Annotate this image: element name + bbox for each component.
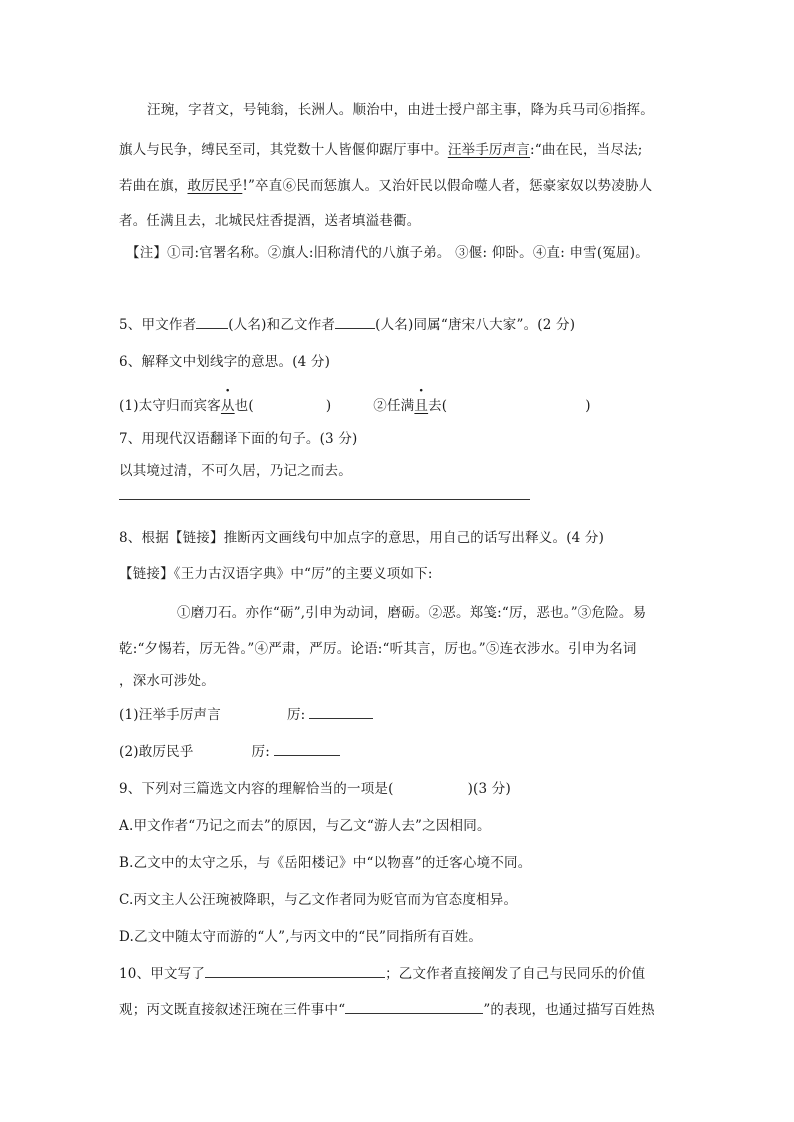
q6-item-1: (1)太守归而宾客: [119, 398, 221, 414]
q8-sentence: (2)敢厉民乎: [119, 744, 194, 760]
option-d[interactable]: D.乙文中随太守而游的“人”,与丙文中的“民”同指所有百姓。: [119, 929, 483, 945]
option-a[interactable]: A.甲文作者“乃记之而去”的原因，与乙文“游人去”之因相同。: [119, 818, 491, 834]
dictionary-def-line-2: 乾:“夕惕若，厉无咎。”④严肃，严厉。论语:“听其言，厉也。”⑤连衣涉水。引申为名词: [119, 641, 637, 657]
question-9-stem: [119, 777, 511, 797]
passage-note: 【注】①司:官署名称。②旗人:旧称清代的八旗子弟。 ③偃: 仰卧。④直: 申雪(冤屈)。: [126, 245, 649, 261]
question-10-line-1: [119, 962, 645, 982]
q8-sentence: (1)汪举手厉声言: [119, 707, 221, 723]
dotted-char: 从: [220, 398, 235, 414]
passage-line-4: 者。任满且去，北城民炷香提酒，送者填溢巷衢。: [119, 213, 421, 229]
answer-line[interactable]: [119, 499, 530, 500]
question-8-item-1: [119, 703, 373, 723]
q5-text: 5、甲文作者: [119, 317, 197, 333]
answer-blank[interactable]: [345, 999, 483, 1014]
question-8-link: 【链接】《王力古汉语字典》中“厉”的主要义项如下:: [119, 566, 433, 582]
dictionary-def-line-3: ，深水可涉处。: [119, 673, 215, 689]
q6-item-2: ): [585, 398, 591, 414]
q10-text: 观；丙文既直接叙述汪琬在三件事中“: [119, 1002, 346, 1018]
question-8-item-2: [119, 740, 340, 760]
dotted-char: 且: [414, 398, 429, 414]
q9-text: )(3 分): [467, 781, 511, 797]
passage-text: 旗人与民争，缚民至司，其党数十人皆偃仰踞厅事中。: [119, 142, 448, 158]
passage-text: !”卒直⑥民而惩旗人。又治奸民以假命噬人者，惩豪家奴以势凌胁人: [242, 178, 653, 194]
question-5: [119, 313, 575, 333]
passage-line-3: [119, 174, 652, 194]
q8-label: 厉:: [251, 744, 270, 760]
option-c[interactable]: C.丙文主人公汪琬被降职，与乙文作者同为贬官而为官态度相异。: [119, 892, 518, 908]
q8-label: 厉:: [286, 707, 306, 723]
question-7-stem: 7、用现代汉语翻译下面的句子。(3 分): [119, 431, 358, 447]
question-6-stem: 6、解释文中划线字的意思。(4 分): [119, 354, 331, 370]
passage-text: 若曲在旗，: [119, 178, 188, 194]
answer-blank[interactable]: [196, 314, 228, 329]
q6-item-1: ): [325, 398, 332, 414]
passage-text: :“曲在民，当尽法;: [530, 142, 643, 158]
answer-blank[interactable]: [309, 704, 373, 719]
q6-item-2: 去(: [428, 398, 448, 414]
q6-item-2: ②任满: [373, 398, 415, 414]
answer-blank[interactable]: [205, 963, 385, 978]
q6-item-1: 也(: [234, 398, 254, 414]
answer-blank[interactable]: [335, 314, 375, 329]
dictionary-def-line-1: ①磨刀石。亦作“砺”,引申为动词，磨砺。②恶。郑笺:“厉，恶也。”③危险。易: [177, 605, 647, 621]
question-10-line-2: [119, 998, 655, 1018]
underlined-sentence-1: 汪举手厉声言: [447, 142, 531, 158]
q5-text: (人名)同属“唐宋八大家”。(2 分): [375, 317, 576, 333]
option-b[interactable]: B.乙文中的太守之乐，与《岳阳楼记》中“以物喜”的迁客心境不同。: [119, 855, 532, 871]
passage-line-1: 汪琬，字苕文，号钝翁，长洲人。顺治中，由进士授户部主事，降为兵马司⑥指挥。: [147, 102, 654, 118]
answer-blank[interactable]: [274, 741, 340, 756]
question-6-items: [119, 394, 591, 414]
q10-text: 10、甲文写了: [119, 966, 206, 982]
q5-text: (人名)和乙文作者: [228, 317, 336, 333]
q10-text: ；乙文作者直接阐发了自己与民同乐的价值: [385, 966, 646, 982]
q10-text: ”的表现，也通过描写百姓热: [483, 1002, 655, 1018]
underlined-sentence-2: 敢厉民乎: [187, 178, 243, 194]
question-7-sentence: 以其境过清，不可久居，乃记之而去。: [119, 463, 352, 479]
q9-text: 9、下列对三篇选文内容的理解恰当的一项是(: [119, 781, 394, 797]
question-8-stem: 8、根据【链接】推断丙文画线句中加点字的意思，用自己的话写出释义。(4 分): [119, 530, 605, 546]
passage-line-2: [119, 138, 643, 158]
